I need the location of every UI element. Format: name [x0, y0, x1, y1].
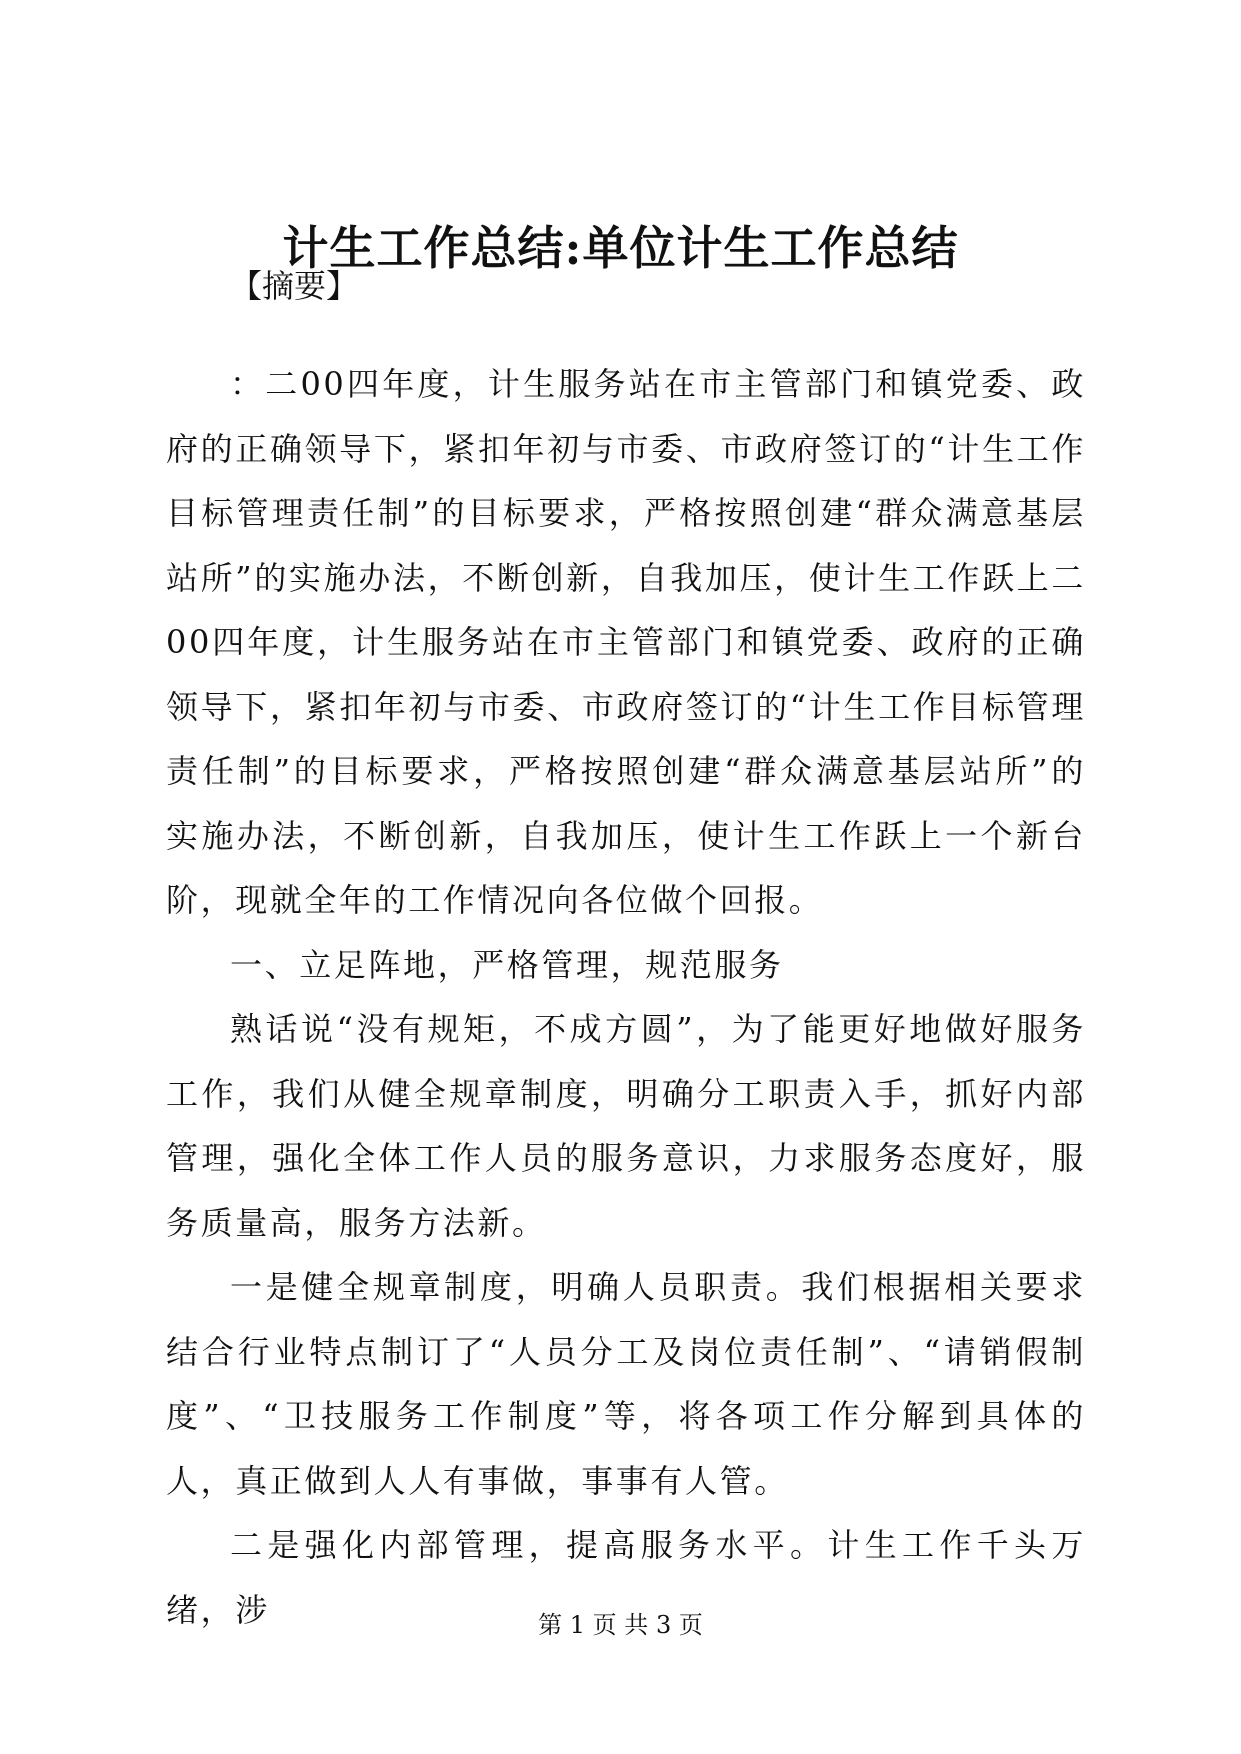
paragraph: 二是强化内部管理，提高服务水平。计生工作千头万绪，涉	[166, 1526, 1086, 1629]
page-footer: 第 1 页 共 3 页	[538, 1611, 703, 1639]
paragraph: 一是健全规章制度，明确人员职责。我们根据相关要求结合行业特点制订了“人员分工及岗位责任制”、“请销假制度”、“卫技服务工作制度”等，将各项工作分解到具体的人，真正做到人人有事做，事事有人管。	[166, 1268, 1086, 1500]
document-title: 计生工作总结:单位计生工作总结	[282, 221, 959, 275]
paragraph-abstract: ：二00四年度，计生服务站在市主管部门和镇党委、政府的正确领导下，紧扣年初与市委、市政府签订的“计生工作目标管理责任制”的目标要求，严格按照创建“群众满意基层站所”的实施办法，不断创新，自我加压，使计生工作跃上二00四年度，计生服务站在市主管部门和镇党委、政府的正确领导下，紧扣年初与市委、市政府签订的“计生工作目标管理责任制”的目标要求，严格按照创建“群众满意基层站所”的实施办法，不断创新，自我加压，使计生工作跃上一个新台阶，现就全年的工作情况向各位做个回报。	[166, 365, 1086, 919]
section-heading: 一、立足阵地，严格管理，规范服务	[230, 945, 784, 984]
abstract-label: 【摘要】	[230, 267, 359, 305]
document-body	[166, 352, 1086, 1642]
paragraph: 熟话说“没有规矩，不成方圆”，为了能更好地做好服务工作，我们从健全规章制度，明确分工职责入手，抓好内部管理，强化全体工作人员的服务意识，力求服务态度好，服务质量高，服务方法新。	[166, 1010, 1086, 1242]
